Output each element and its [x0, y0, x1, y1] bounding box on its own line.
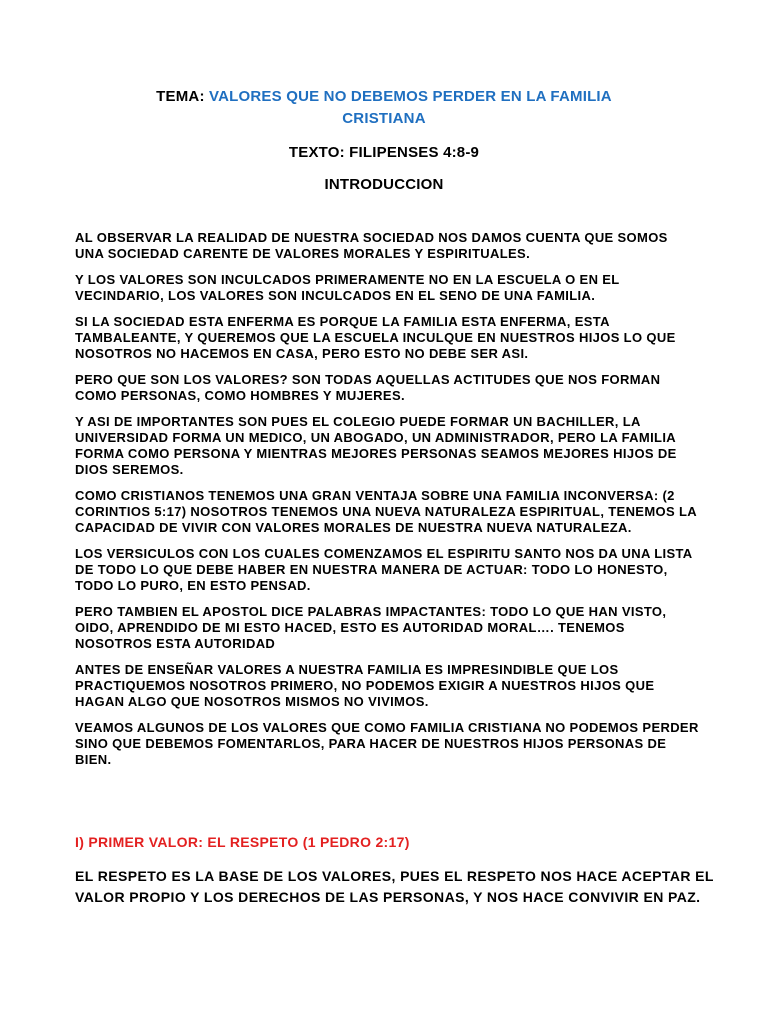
- texto-heading: TEXTO: FILIPENSES 4:8-9: [288, 144, 480, 161]
- paragraph-1: AL OBSERVAR LA REALIDAD DE NUESTRA SOCIEDAD NOS DAMOS CUENTA QUE SOMOS UNA SOCIEDAD CARENTE DE VALORES MORALES Y ESPIRITUALES.: [75, 230, 668, 261]
- section-body: EL RESPETO ES LA BASE DE LOS VALORES, PUES EL RESPETO NOS HACE ACEPTAR EL VALOR PROPIO Y LOS DERECHOS DE LAS PERSONAS, Y NOS HACE CONVIVIR EN PAZ.: [75, 868, 714, 905]
- paragraph-7: LOS VERSICULOS CON LOS CUALES COMENZAMOS EL ESPIRITU SANTO NOS DA UNA LISTA DE TODO LO QUE DEBE HABER EN NUESTRA MANERA DE ACTUAR: TODO LO HONESTO, TODO LO PURO, EN ESTO PENSAD.: [75, 546, 693, 593]
- paragraph-3: SI LA SOCIEDAD ESTA ENFERMA ES PORQUE LA FAMILIA ESTA ENFERMA, ESTA TAMBALEANTE, Y QUEREMOS QUE LA ESCUELA INCULQUE EN NUESTROS HIJOS LO QUE NOSOTROS NO HACEMOS EN CASA, PERO ESTO NO DEBE SER ASI.: [75, 314, 676, 361]
- intro-heading: INTRODUCCION: [324, 176, 444, 193]
- tema-label: TEMA:: [156, 88, 210, 105]
- tema-heading: [0, 86, 768, 130]
- paragraph-4: PERO QUE SON LOS VALORES? SON TODAS AQUELLAS ACTITUDES QUE NOS FORMAN COMO PERSONAS, COMO HOMBRES Y MUJERES.: [75, 372, 661, 403]
- tema-text-line1: VALORES QUE NO DEBEMOS PERDER EN LA FAMILIA: [209, 88, 612, 105]
- body-paragraphs: [75, 230, 700, 778]
- paragraph-8: PERO TAMBIEN EL APOSTOL DICE PALABRAS IMPACTANTES: TODO LO QUE HAN VISTO, OIDO, APRENDIDO DE MI ESTO HACED, ESTO ES AUTORIDAD MORAL…. TENEMOS NOSOTROS ESTA AUTORIDAD: [75, 604, 667, 651]
- paragraph-9: ANTES DE ENSEÑAR VALORES A NUESTRA FAMILIA ES IMPRESINDIBLE QUE LOS PRACTIQUEMOS NOSOTROS PRIMERO, NO PODEMOS EXIGIR A NUESTROS HIJOS QUE HAGAN ALGO QUE NOSOTROS MISMOS NO VIVIMOS.: [75, 662, 655, 709]
- paragraph-2: Y LOS VALORES SON INCULCADOS PRIMERAMENTE NO EN LA ESCUELA O EN EL VECINDARIO, LOS VALORES SON INCULCADOS EN EL SENO DE UNA FAMILIA.: [75, 272, 620, 303]
- section-heading: I) PRIMER VALOR: EL RESPETO (1 PEDRO 2:17): [75, 834, 410, 850]
- tema-text-line2: CRISTIANA: [342, 110, 426, 127]
- paragraph-10: VEAMOS ALGUNOS DE LOS VALORES QUE COMO FAMILIA CRISTIANA NO PODEMOS PERDER SINO QUE DEBEMOS FOMENTARLOS, PARA HACER DE NUESTROS HIJOS PERSONAS DE BIEN.: [75, 720, 699, 767]
- paragraph-5: Y ASI DE IMPORTANTES SON PUES EL COLEGIO PUEDE FORMAR UN BACHILLER, LA UNIVERSIDAD FORMA UN MEDICO, UN ABOGADO, UN ADMINISTRADOR, PERO LA FAMILIA FORMA COMO PERSONA Y MIENTRAS MEJORES PERSONAS SEAMOS MEJORES HIJOS DE DIOS SEREMOS.: [75, 414, 677, 477]
- paragraph-6: COMO CRISTIANOS TENEMOS UNA GRAN VENTAJA SOBRE UNA FAMILIA INCONVERSA: (2 CORINTIOS 5:17) NOSOTROS TENEMOS UNA NUEVA NATURALEZA ESPIRITUAL, TENEMOS LA CAPACIDAD DE VIVIR CON VALORES MORALES DE NUESTRA NUEVA NATURALEZA.: [75, 488, 697, 535]
